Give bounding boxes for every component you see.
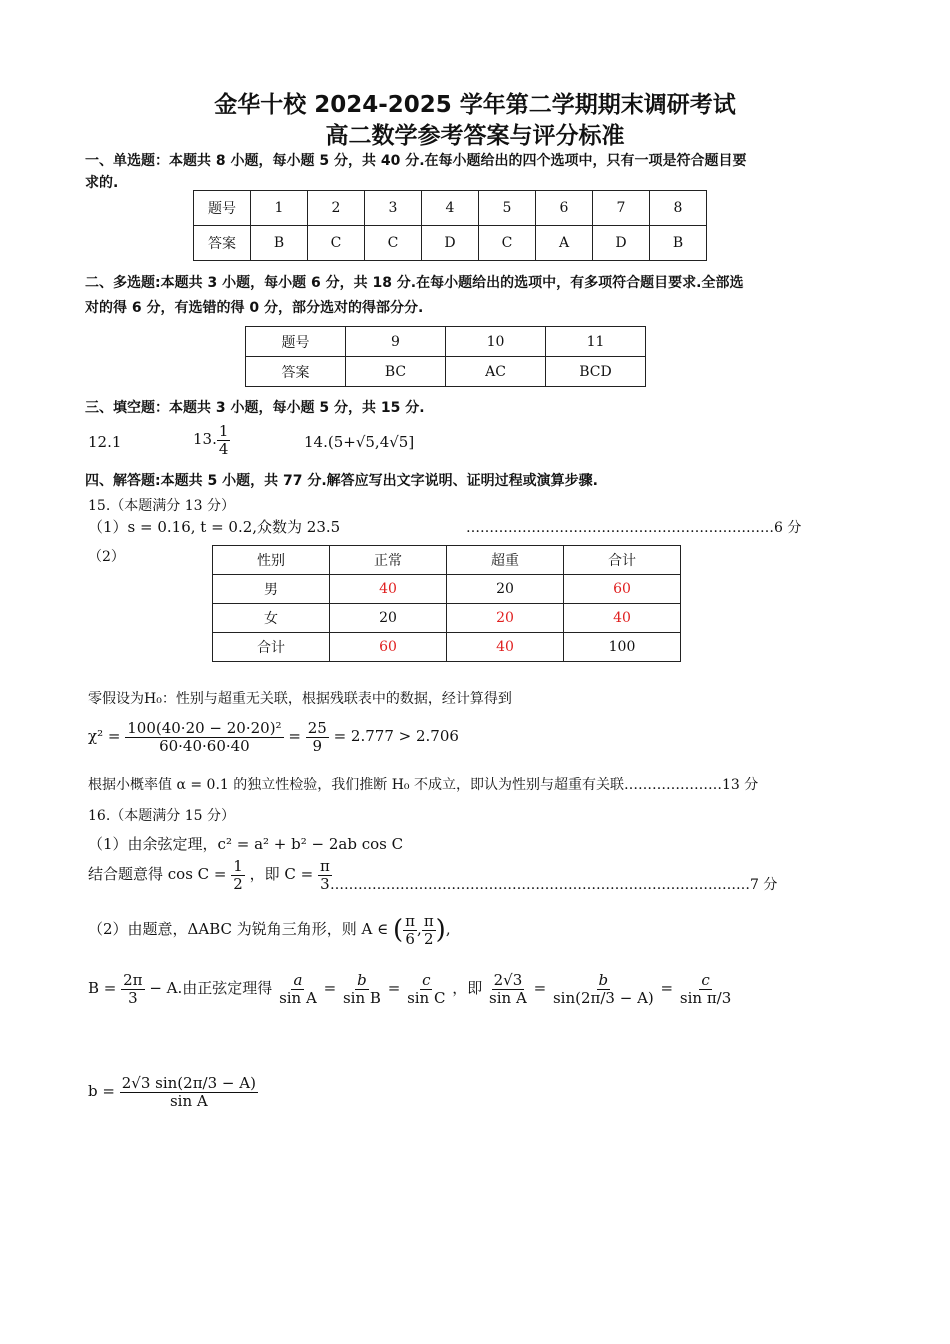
answer-cell: D	[593, 226, 650, 261]
table-cell: 20	[447, 604, 564, 633]
q15-part1: （1）s = 0.16, t = 0.2,众数为 23.5	[88, 518, 341, 536]
answer-cell: AC	[446, 357, 546, 387]
fraction: $\frac{2√3}{\text{sin A}}$	[489, 971, 527, 1007]
row-label: 题号	[194, 191, 251, 226]
table-row	[246, 357, 646, 387]
q15-part2-label: （2）	[88, 549, 125, 565]
table-row	[213, 604, 681, 633]
table-cell: 40	[330, 575, 447, 604]
fraction: $\frac{1}{2}$	[233, 857, 243, 893]
section3-heading: 三、填空题：本题共 3 小题，每小题 5 分，共 15 分.	[85, 400, 425, 416]
row-label: 题号	[246, 327, 346, 357]
fraction: $\frac{\text{100(40·20 − 20·20)²}}{60\cdot 40\cdot 60\cdot 40}$	[127, 719, 282, 755]
q16-part1-score: ………………………………………………………………………………7 分	[330, 877, 778, 893]
table-row	[246, 327, 646, 357]
question-number: 6	[536, 191, 593, 226]
question-number: 11	[546, 327, 646, 357]
question-number: 7	[593, 191, 650, 226]
answer-cell: C	[479, 226, 536, 261]
q15-label: 15.（本题满分 13 分）	[88, 498, 235, 514]
q16-part2: （2）由题意，ΔABC 为锐角三角形，则 A ∈ ( $\frac{\pi}{6}$ , $\frac{\pi}{2}$ ),	[88, 912, 451, 948]
table-row	[213, 546, 681, 575]
answer-q14: 14.(5+√5,4√5]	[304, 433, 415, 451]
column-header: 超重	[447, 546, 564, 575]
answer-q13: 13. $\frac{1}{4}$	[193, 422, 229, 458]
answer-cell: C	[365, 226, 422, 261]
answer-cell: BCD	[546, 357, 646, 387]
q16-sine-law: B = $\frac{2\pi}{3}$ − A.由正弦定理得 $\frac{a}{\text{sin A}}$ = $\frac{b}{\text{sin B}}$ = $\frac{c}{\text{sin C}}$ ，即 $\frac{2√3}{\text{sin A}}$ = $\frac{b}{\sin(2\pi/3 - A)}$ = $\frac{c}{\text{sin π/3}}$	[88, 971, 732, 1007]
fraction: $\frac{\pi}{3}$	[319, 857, 330, 893]
table-row	[213, 575, 681, 604]
row-label: 女	[213, 604, 330, 633]
row-label: 答案	[194, 226, 251, 261]
section1-heading: 一、单选题：本题共 8 小题，每小题 5 分，共 40 分.在每小题给出的四个选项中，只有一项是符合题目要	[85, 153, 747, 169]
q16-part1: （1）由余弦定理，c² = a² + b² − 2ab cos C	[88, 835, 404, 853]
row-label: 男	[213, 575, 330, 604]
answer-cell: B	[650, 226, 707, 261]
fraction: $\frac{c}{\text{sin C}}$	[407, 971, 446, 1007]
row-label: 合计	[213, 633, 330, 662]
answer-cell: D	[422, 226, 479, 261]
single-choice-answer-table	[193, 190, 707, 261]
section2-heading-cont: 对的得 6 分，有选错的得 0 分，部分选对的得部分分.	[85, 300, 424, 316]
answer-q12: 12.1	[88, 433, 122, 451]
fraction: $\frac{1}{4}$	[218, 422, 229, 458]
section4-heading: 四、解答题:本题共 5 小题，共 77 分.解答应写出文字说明、证明过程或演算步骤.	[85, 473, 598, 489]
fraction: $\frac{\pi}{6}$	[405, 912, 416, 948]
fraction: $\frac{b}{\text{sin B}}$	[342, 971, 381, 1007]
table-cell: 20	[330, 604, 447, 633]
table-row	[194, 226, 707, 261]
q15-part1-score: …………………………………………………………6 分	[466, 520, 802, 536]
q16-label: 16.（本题满分 15 分）	[88, 808, 235, 824]
table-cell: 40	[447, 633, 564, 662]
question-number: 1	[251, 191, 308, 226]
section2-heading: 二、多选题:本题共 3 小题，每小题 6 分，共 18 分.在每小题给出的选项中，有多项符合题目要求.全部选	[85, 275, 744, 291]
fraction: $\frac{\pi}{2}$	[423, 912, 434, 948]
table-cell: 40	[564, 604, 681, 633]
table-cell: 60	[564, 575, 681, 604]
section1-heading-cont: 求的.	[85, 175, 119, 191]
answer-cell: BC	[346, 357, 446, 387]
exam-title: 金华十校 2024-2025 学年第二学期期末调研考试	[214, 92, 736, 118]
contingency-table	[212, 545, 681, 662]
answer-cell: C	[308, 226, 365, 261]
table-row	[194, 191, 707, 226]
q15-hypothesis: 零假设为H₀：性别与超重无关联，根据残联表中的数据，经计算得到	[88, 691, 512, 707]
chi-square-formula: χ² = $\frac{\text{100(40·20 − 20·20)²}}{60\cdot 40\cdot 60\cdot 40}$ = $\frac{25}{9}$ = 2.777 > 2.706	[88, 719, 459, 755]
fraction: $\frac{c}{\text{sin π/3}}$	[679, 971, 732, 1007]
question-number: 2	[308, 191, 365, 226]
answer-cell: B	[251, 226, 308, 261]
q16-b-formula: b = $\frac{2√3 \sin(2\pi/3 - A)}{\text{sin A}}$	[88, 1074, 256, 1110]
column-header: 性别	[213, 546, 330, 575]
row-label: 答案	[246, 357, 346, 387]
question-number: 3	[365, 191, 422, 226]
fraction: $\frac{2√3 \sin(2\pi/3 - A)}{\text{sin A}}$	[121, 1074, 256, 1110]
fraction: $\frac{25}{9}$	[307, 719, 327, 755]
answer-key-title: 高二数学参考答案与评分标准	[325, 123, 625, 149]
question-number: 5	[479, 191, 536, 226]
table-cell: 60	[330, 633, 447, 662]
fraction: $\frac{2\pi}{3}$	[123, 971, 143, 1007]
question-number: 10	[446, 327, 546, 357]
fraction: $\frac{b}{\sin(2\pi/3 - A)}$	[552, 971, 654, 1007]
column-header: 正常	[330, 546, 447, 575]
table-cell: 20	[447, 575, 564, 604]
answer-cell: A	[536, 226, 593, 261]
multi-choice-answer-table	[245, 326, 646, 387]
question-number: 9	[346, 327, 446, 357]
fraction: $\frac{a}{\text{sin A}}$	[279, 971, 317, 1007]
question-number: 8	[650, 191, 707, 226]
table-cell: 100	[564, 633, 681, 662]
column-header: 合计	[564, 546, 681, 575]
question-number: 4	[422, 191, 479, 226]
q15-conclusion: 根据小概率值 α = 0.1 的独立性检验，我们推断 H₀ 不成立，即认为性别与超重有关联…………………13 分	[88, 777, 759, 793]
q16-part1b: 结合题意得 cos C = $\frac{1}{2}$ ，即 C = $\frac{\pi}{3}$	[88, 857, 330, 893]
table-row	[213, 633, 681, 662]
